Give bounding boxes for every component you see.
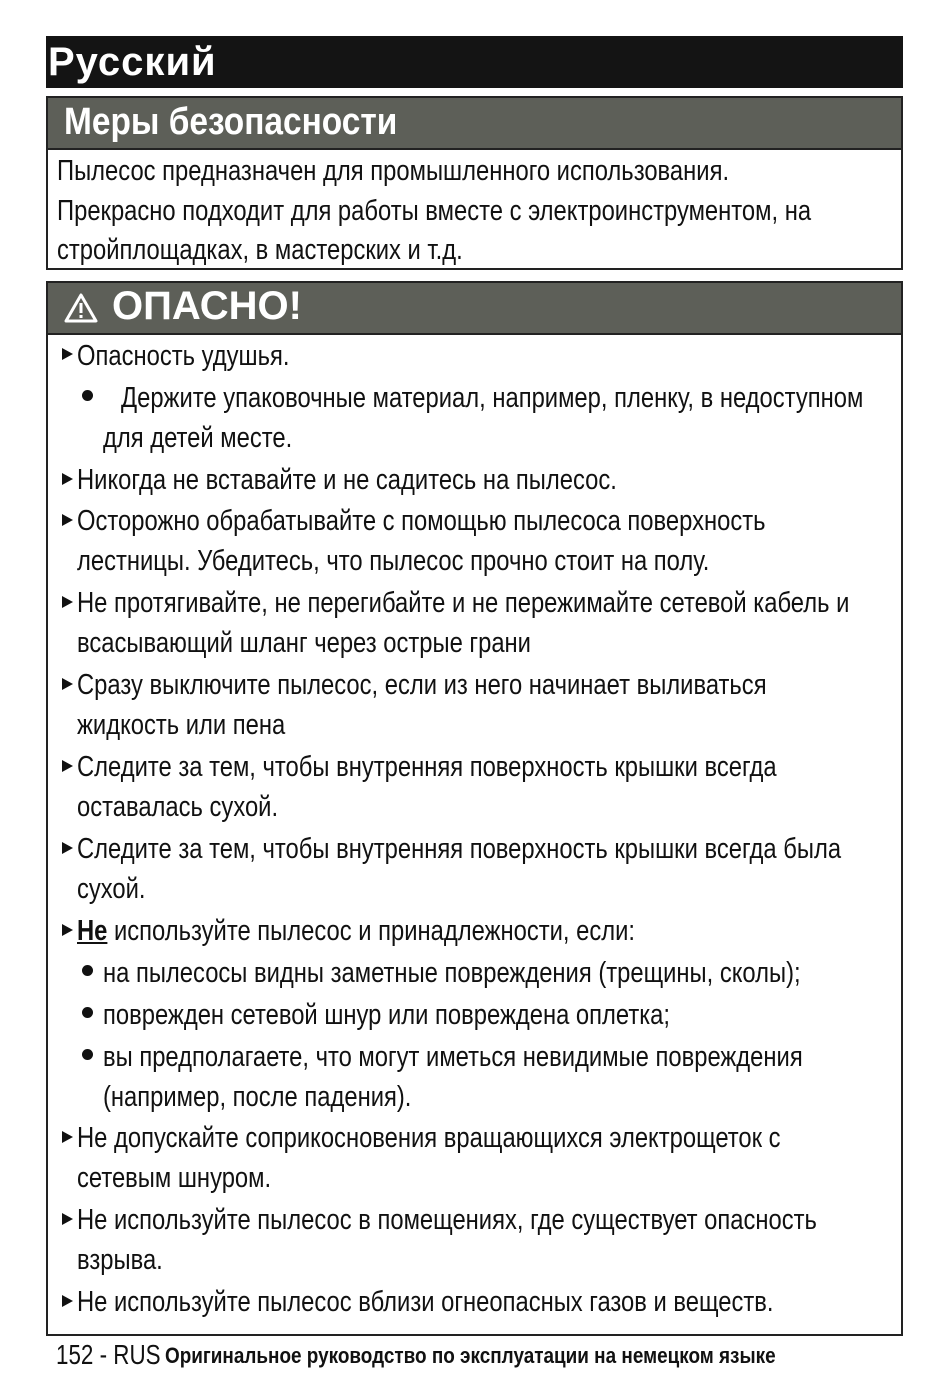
- danger-item-suffocation: Опасность удушья.: [77, 340, 290, 372]
- safety-text-line-3: стройплощадках, в мастерских и т.д.: [57, 234, 463, 266]
- danger-item-explosion-1: Не используйте пылесос в помещениях, где существует опасность: [77, 1204, 817, 1236]
- danger-subitem-packaging-2: для детей месте.: [103, 422, 293, 454]
- danger-item-brushes-2: сетевым шнуром.: [77, 1162, 272, 1194]
- language-header-text: Русский: [48, 40, 217, 84]
- safety-text-line-2: Прекрасно подходит для работы вместе с электроинструментом, на: [57, 195, 812, 227]
- bullet-arrow-icon: [62, 678, 73, 690]
- danger-section-header: [48, 283, 901, 335]
- danger-item-lid-dry-a-1: Следите за тем, чтобы внутренняя поверхность крышки всегда: [77, 751, 777, 783]
- danger-item-cable-1: Не протягивайте, не перегибайте и не пережимайте сетевой кабель и: [77, 587, 850, 619]
- bullet-arrow-icon: [62, 1213, 73, 1225]
- danger-item-foam-2: жидкость или пена: [77, 709, 286, 741]
- bullet-arrow-icon: [62, 473, 73, 485]
- danger-item-cable-2: всасывающий шланг через острые грани: [77, 627, 531, 659]
- bullet-arrow-icon: [62, 924, 73, 936]
- bullet-arrow-icon: [62, 1295, 73, 1307]
- bullet-arrow-icon: [62, 842, 73, 854]
- danger-item-foam-1: Сразу выключите пылесос, если из него начинает выливаться: [77, 669, 767, 701]
- warning-triangle-icon: [64, 293, 98, 323]
- danger-subitem-hidden-damage-2: (например, после падения).: [103, 1081, 412, 1113]
- danger-item-explosion-2: взрыва.: [77, 1244, 163, 1276]
- bullet-dot-icon: [82, 965, 93, 976]
- danger-item-lid-dry-b-2: сухой.: [77, 873, 146, 905]
- bullet-arrow-icon: [62, 514, 73, 526]
- danger-item-stairs-2: лестницы. Убедитесь, что пылесос прочно стоит на полу.: [77, 545, 710, 577]
- danger-item-lid-dry-b-1: Следите за тем, чтобы внутренняя поверхность крышки всегда была: [77, 833, 842, 865]
- bullet-arrow-icon: [62, 596, 73, 608]
- page-number: 152 - RUS: [56, 1339, 161, 1370]
- danger-item-stairs-1: Осторожно обрабатывайте с помощью пылесоса поверхность: [77, 505, 766, 537]
- footer-note: Оригинальное руководство по эксплуатации на немецком языке: [165, 1343, 776, 1368]
- safety-text-line-1: Пылесос предназначен для промышленного использования.: [57, 155, 730, 187]
- bullet-dot-icon: [82, 1049, 93, 1060]
- danger-item-brushes-1: Не допускайте соприкосновения вращающихся электрощеток с: [77, 1122, 781, 1154]
- bullet-arrow-icon: [62, 348, 73, 360]
- emphasis-ne: Не: [77, 915, 108, 947]
- danger-item-flammable: Не используйте пылесос вблизи огнеопасных газов и веществ.: [77, 1286, 774, 1318]
- safety-section-header: [48, 98, 901, 150]
- danger-subitem-hidden-damage-1: вы предполагаете, что могут иметься невидимые повреждения: [103, 1041, 803, 1073]
- danger-subitem-cord-damaged: поврежден сетевой шнур или повреждена оплетка;: [103, 999, 671, 1031]
- danger-subitem-packaging-1: Держите упаковочные материал, например, пленку, в недоступном: [121, 382, 864, 414]
- danger-subitem-damage-visible: на пылесосы видны заметные повреждения (трещины, сколы);: [103, 957, 801, 989]
- bullet-arrow-icon: [62, 1131, 73, 1143]
- danger-item-lid-dry-a-2: оставалась сухой.: [77, 791, 279, 823]
- danger-item-no-sitting: Никогда не вставайте и не садитесь на пылесос.: [77, 464, 617, 496]
- bullet-dot-icon: [82, 1007, 93, 1018]
- bullet-arrow-icon: [62, 760, 73, 772]
- bullet-dot-icon: [82, 390, 93, 401]
- safety-section-title: Меры безопасности: [64, 101, 398, 143]
- danger-item-do-not-use: [77, 911, 635, 951]
- danger-title: ОПАСНО!: [112, 284, 302, 328]
- language-header: [46, 36, 903, 88]
- do-not-use-text: используйте пылесос и принадлежности, если:: [107, 915, 636, 947]
